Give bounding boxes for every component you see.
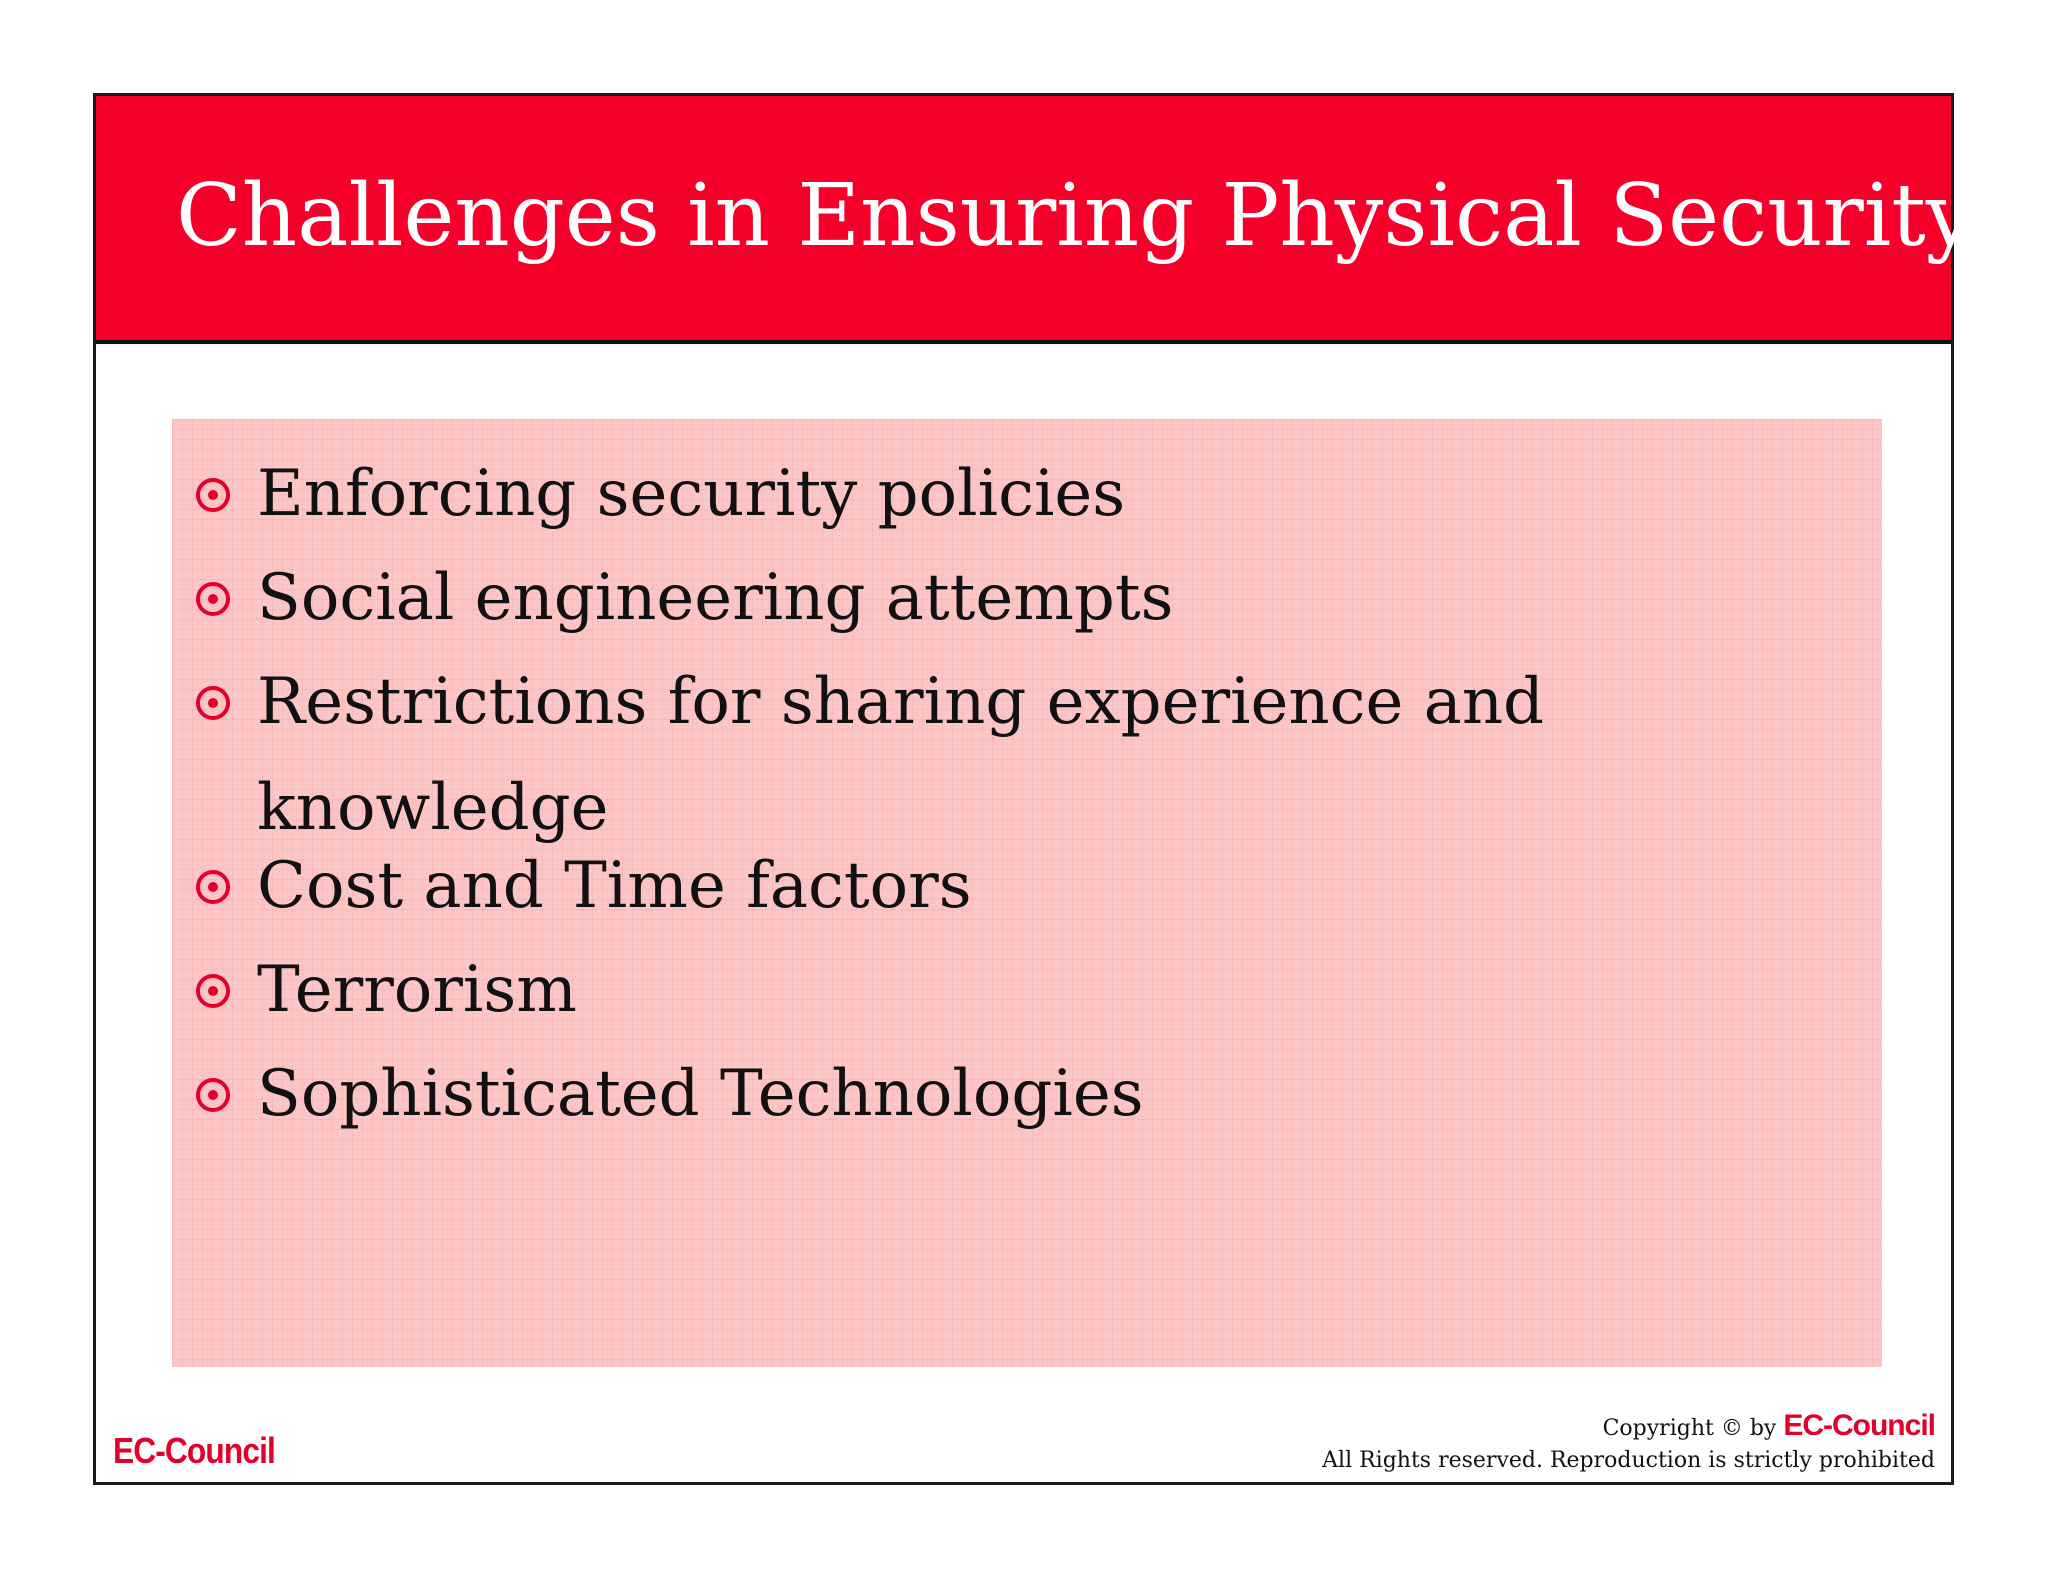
ec-council-logo: EC-Council [113, 1430, 275, 1471]
copyright-brand: EC-Council [1783, 1409, 1935, 1442]
copyright-notice [1322, 1410, 1935, 1477]
bullet-text: Cost and Time factors [257, 849, 972, 923]
copyright-line [1322, 1410, 1935, 1445]
bullet-text: Terrorism [257, 953, 577, 1027]
target-bullet-icon [196, 478, 230, 512]
slide-title: Challenges in Ensuring Physical Security [176, 166, 1975, 266]
slide [93, 93, 1975, 1485]
bullet-text: Enforcing security policies [257, 457, 1126, 531]
target-bullet-icon [196, 686, 230, 720]
bullet-text: Sophisticated Technologies [257, 1057, 1144, 1131]
copyright-prefix: Copyright © by [1602, 1416, 1777, 1441]
rights-text: All Rights reserved. Reproduction is strictly prohibited [1322, 1448, 1935, 1473]
title-bar [96, 96, 1975, 344]
target-bullet-icon [196, 870, 230, 904]
target-bullet-icon [196, 582, 230, 616]
target-bullet-icon [196, 1078, 230, 1112]
target-bullet-icon [196, 974, 230, 1008]
bullet-text: Social engineering attempts [257, 561, 1174, 635]
bullet-text: Restrictions for sharing experience and knowledge [257, 665, 1544, 845]
content-box [172, 419, 1882, 1367]
